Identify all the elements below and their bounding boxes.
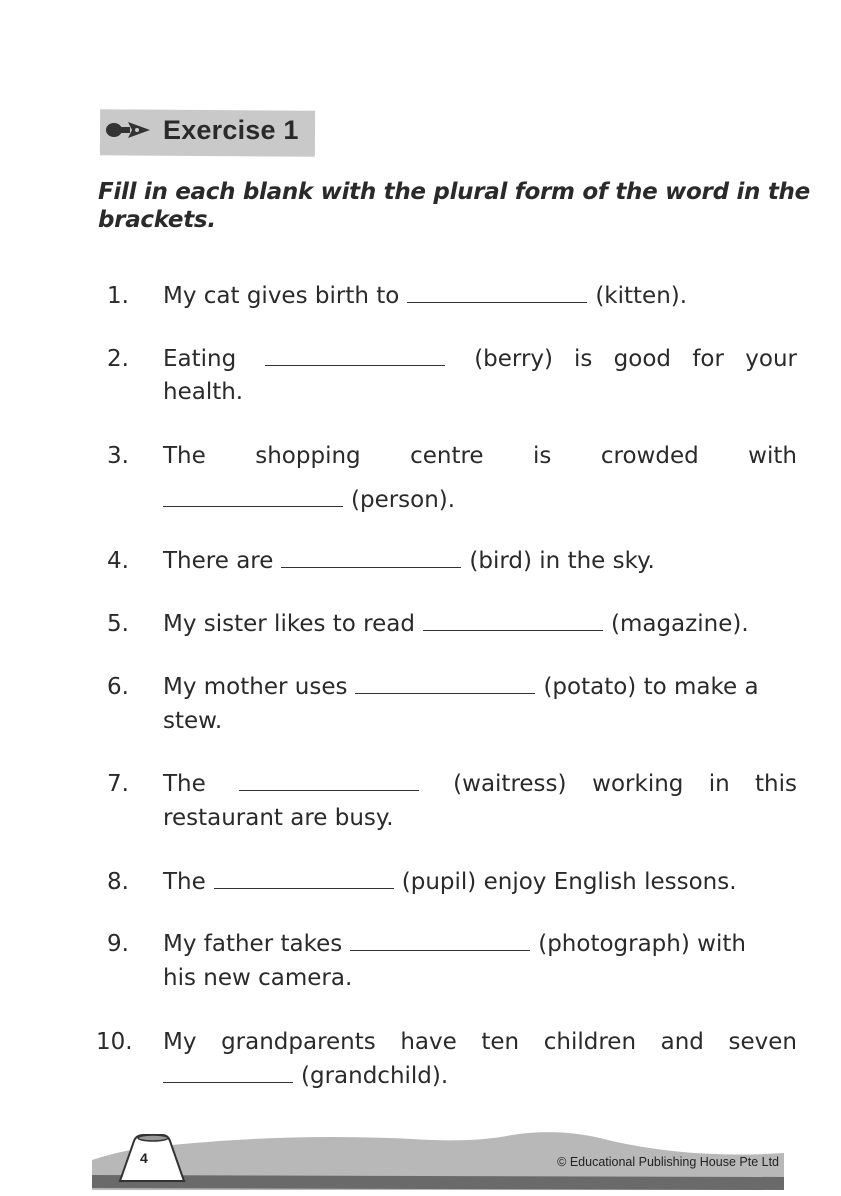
question-text-after: working in this xyxy=(592,771,797,797)
word: crowded xyxy=(600,443,699,469)
question-text: The xyxy=(163,869,206,895)
word: grandparents xyxy=(221,1029,376,1055)
word-hint: (magazine). xyxy=(610,611,749,637)
answer-blank[interactable] xyxy=(407,301,587,303)
question-number: 6. xyxy=(107,674,129,700)
answer-blank[interactable] xyxy=(355,692,535,694)
word: My xyxy=(163,1029,197,1055)
volcano-icon xyxy=(112,1131,192,1186)
answer-blank[interactable] xyxy=(281,566,461,568)
pen-nib-icon xyxy=(104,118,154,142)
word-hint: (potato) to make a xyxy=(543,674,759,700)
question-number: 2. xyxy=(107,346,129,372)
word: centre xyxy=(410,443,484,469)
question-text: Eating xyxy=(163,346,237,372)
answer-blank[interactable] xyxy=(163,505,343,507)
word-hint: (berry) xyxy=(474,346,554,372)
word-hint: (pupil) enjoy English lessons. xyxy=(401,869,737,895)
question-text: The xyxy=(163,771,206,797)
word-hint: (person). xyxy=(351,487,456,513)
question-number: 10. xyxy=(96,1029,133,1055)
word: is xyxy=(533,443,552,469)
answer-blank[interactable] xyxy=(350,949,530,951)
question-text: My sister likes to read xyxy=(163,611,415,637)
word: and xyxy=(660,1029,704,1055)
word-hint: (grandchild). xyxy=(301,1063,449,1089)
question-text-line2: stew. xyxy=(163,708,223,734)
word: shopping xyxy=(255,443,361,469)
word: with xyxy=(748,443,797,469)
question-text: There are xyxy=(163,548,274,574)
word-hint: (bird) in the sky. xyxy=(469,548,655,574)
word: The xyxy=(163,443,206,469)
copyright-text: © Educational Publishing House Pte Ltd xyxy=(557,1155,779,1169)
question-number: 1. xyxy=(107,283,129,309)
page-number: 4 xyxy=(140,1150,148,1166)
question-number: 5. xyxy=(107,611,129,637)
answer-blank[interactable] xyxy=(265,364,445,366)
question-number: 4. xyxy=(107,548,129,574)
question-number: 9. xyxy=(107,931,129,957)
question-text-after: is good for your xyxy=(574,346,797,372)
word-hint: (waitress) xyxy=(453,771,567,797)
answer-blank[interactable] xyxy=(214,887,394,889)
question-number: 3. xyxy=(107,443,129,469)
answer-blank[interactable] xyxy=(239,789,419,791)
question-text-line2: restaurant are busy. xyxy=(163,805,394,831)
question-text: My cat gives birth to xyxy=(163,283,400,309)
instruction-text: Fill in each blank with the plural form of the word in the brackets. xyxy=(98,179,810,233)
question-text-line2: health. xyxy=(163,379,244,405)
question-text-line2: his new camera. xyxy=(163,965,353,991)
word: have xyxy=(400,1029,457,1055)
answer-blank[interactable] xyxy=(423,629,603,631)
question-text: My father takes xyxy=(163,931,343,957)
word: ten xyxy=(481,1029,520,1055)
word-hint: (photograph) with xyxy=(538,931,746,957)
question-text: My mother uses xyxy=(163,674,348,700)
exercise-title: Exercise 1 xyxy=(163,115,299,145)
question-number: 8. xyxy=(107,869,129,895)
question-number: 7. xyxy=(107,771,129,797)
word: children xyxy=(543,1029,637,1055)
word: seven xyxy=(728,1029,797,1055)
answer-blank[interactable] xyxy=(163,1081,293,1083)
word-hint: (kitten). xyxy=(595,283,688,309)
